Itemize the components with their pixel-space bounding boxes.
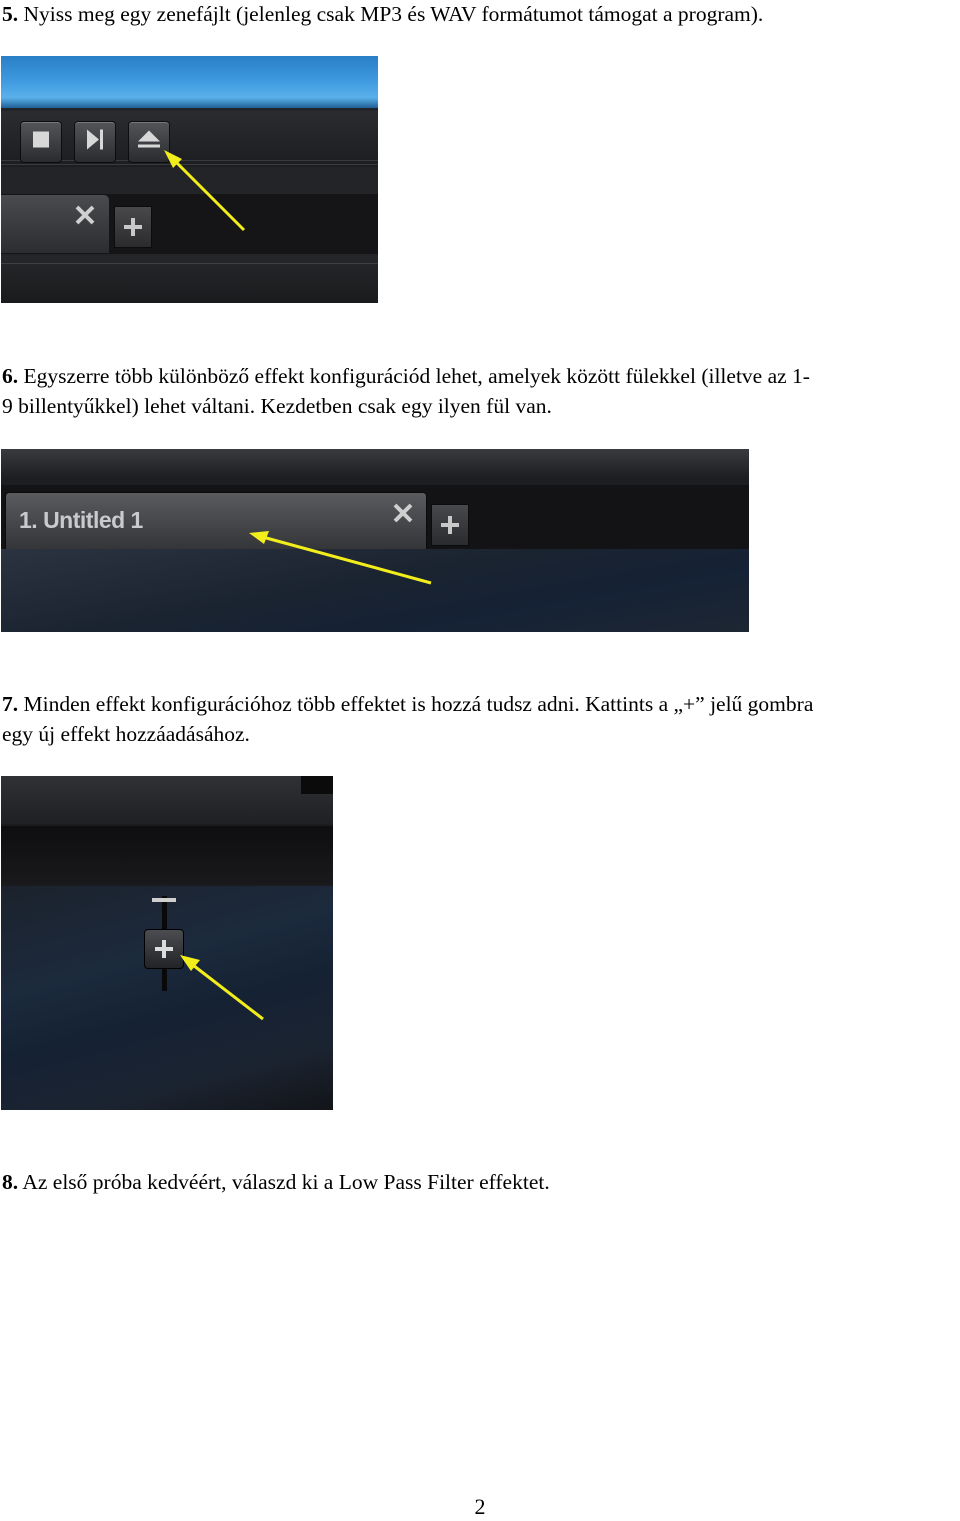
stop-icon	[32, 131, 50, 154]
step-number: 8.	[2, 1170, 19, 1194]
title-bar	[1, 56, 378, 108]
page-number: 2	[474, 1494, 486, 1519]
eject-button[interactable]	[128, 121, 170, 163]
step-text: Egyszerre több különböző effekt konfigurációd lehet, amelyek között fülekkel (illetve az 1-	[23, 364, 810, 388]
effects-area	[1, 549, 749, 632]
step-5	[2, 0, 763, 29]
rail-cap	[152, 898, 176, 902]
toolbar	[1, 449, 749, 479]
step-text: 9 billentyűkkel) lehet váltani. Kezdetben csak egy ilyen fül van.	[2, 394, 552, 418]
step-text: Az első próba kedvéért, válaszd ki a Low Pass Filter effektet.	[22, 1170, 550, 1194]
step-text: Minden effekt konfigurációhoz több effektet is hozzá tudsz adni. Kattints a „+” jelű gombra	[23, 692, 814, 716]
tab-label: 1. Untitled 1	[19, 507, 143, 533]
step-text: egy új effekt hozzáadásához.	[2, 722, 250, 746]
toolbar	[1, 776, 333, 824]
screenshot-open-file	[1, 56, 378, 303]
step-6-continued	[2, 392, 552, 421]
add-tab-button[interactable]	[431, 504, 469, 546]
screenshot-tabs	[1, 449, 749, 632]
plus-icon	[123, 217, 143, 242]
tab-bar	[1, 826, 333, 884]
screenshot-add-effect	[1, 776, 333, 1110]
eject-icon	[137, 130, 161, 155]
stop-button[interactable]	[20, 121, 62, 163]
step-7-continued	[2, 720, 250, 749]
step-number: 5.	[2, 2, 19, 26]
step-6	[2, 362, 810, 391]
close-icon[interactable]	[392, 502, 414, 529]
effects-area	[1, 886, 333, 1110]
plus-icon	[440, 515, 460, 540]
add-tab-button[interactable]	[114, 206, 152, 248]
step-number: 7.	[2, 692, 19, 716]
step-8	[2, 1168, 550, 1197]
step-7	[2, 690, 813, 719]
close-icon[interactable]	[74, 204, 96, 231]
plus-icon	[154, 939, 174, 964]
next-track-icon	[85, 129, 105, 156]
next-track-button[interactable]	[74, 121, 116, 163]
step-number: 6.	[2, 364, 19, 388]
step-text: Nyiss meg egy zenefájlt (jelenleg csak MP3 és WAV formátumot támogat a program).	[23, 2, 764, 26]
add-effect-button[interactable]	[144, 929, 184, 969]
